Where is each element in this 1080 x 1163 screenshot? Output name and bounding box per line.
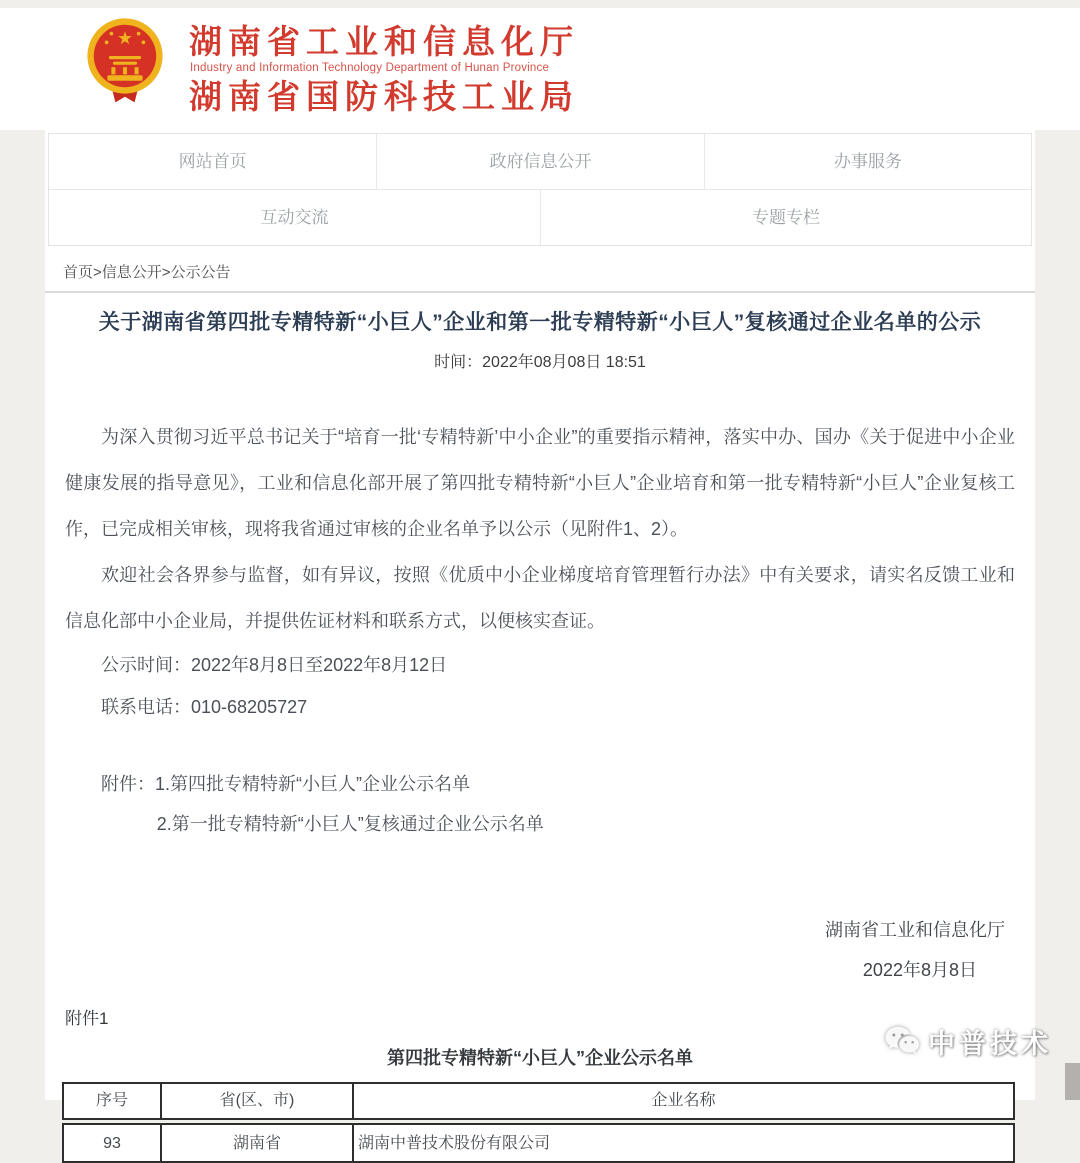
org-title-line1: 湖南省工业和信息化厅 [189, 22, 579, 60]
scrollbar-thumb[interactable] [1065, 1063, 1080, 1100]
announcement-article [45, 306, 1035, 1163]
signature-block [65, 910, 1015, 990]
nav-item-gov-info[interactable]: 政府信息公开 [376, 134, 703, 189]
signature-organization: 湖南省工业和信息化厅 [825, 920, 1005, 940]
annex-label: 附件1 [65, 1009, 109, 1028]
page-title: 关于湖南省第四批专精特新“小巨人”企业和第一批专精特新“小巨人”复核通过企业名单的公示 [98, 311, 982, 334]
org-titles [189, 22, 579, 116]
table-header-row [62, 1082, 1015, 1120]
col-header-company: 企业名称 [352, 1084, 1013, 1118]
watermark-text: 中普技术 [928, 1029, 1052, 1059]
attachment-item-1: 附件：1.第四批专精特新“小巨人”企业公示名单 [101, 774, 470, 794]
org-title-line2: 湖南省国防科技工业局 [189, 78, 579, 116]
breadcrumb[interactable]: 首页>信息公开>公示公告 [63, 264, 231, 281]
annex-table-title: 第四批专精特新“小巨人”企业公示名单 [387, 1048, 693, 1068]
page-top-margin [0, 0, 1080, 8]
nav-item-interaction[interactable]: 互动交流 [260, 208, 329, 227]
cell-company-name: 湖南中普技术股份有限公司 [352, 1125, 1013, 1163]
contact-phone-line: 联系电话：010-68205727 [101, 697, 308, 717]
nav-row-1 [49, 134, 1031, 190]
national-emblem-icon [85, 16, 165, 122]
attachments-list [65, 764, 1015, 844]
org-subtitle-english: Industry and Information Technology Department of Hunan Province [190, 61, 550, 74]
table-row [62, 1123, 1015, 1163]
attachment-item-2: 2.第一批专精特新“小巨人”复核通过企业公示名单 [156, 814, 544, 834]
nav-item-special-columns[interactable]: 专题专栏 [540, 190, 1031, 245]
nav-item-services[interactable]: 办事服务 [704, 134, 1031, 189]
main-nav [48, 133, 1032, 246]
publish-time: 时间：2022年08月08日 18:51 [434, 354, 646, 371]
col-header-serial: 序号 [95, 1092, 128, 1109]
article-body [45, 414, 1035, 990]
annex-table [62, 1082, 1015, 1163]
cell-province: 湖南省 [160, 1125, 352, 1163]
cell-serial: 93 [103, 1135, 121, 1152]
content-card [45, 130, 1035, 1152]
nav-row-2 [49, 190, 1031, 245]
paragraph-1: 为深入贯彻习近平总书记关于“培育一批‘专精特新’中小企业”的重要指示精神，落实中办、国办《关于促进中小企业健康发展的指导意见》，工业和信息化部开展了第四批专精特新“小巨人”企业培育和第一批专精特新“小巨人”企业复核工作，已完成相关审核，现将我省通过审核的企业名单予以公示（见附件1、2）。 [65, 427, 1015, 539]
signature-date: 2022年8月8日 [862, 960, 977, 980]
site-header [0, 8, 1080, 130]
nav-item-home[interactable]: 网站首页 [178, 152, 247, 171]
paragraph-2: 欢迎社会各界参与监督，如有异议，按照《优质中小企业梯度培育管理暂行办法》中有关要求，请实名反馈工业和信息化部中小企业局，并提供佐证材料和联系方式，以便核实查证。 [65, 565, 1015, 631]
col-header-province: 省(区、市) [160, 1084, 352, 1118]
notice-period-line: 公示时间：2022年8月8日至2022年8月12日 [101, 655, 448, 675]
breadcrumb-divider [45, 291, 1035, 293]
